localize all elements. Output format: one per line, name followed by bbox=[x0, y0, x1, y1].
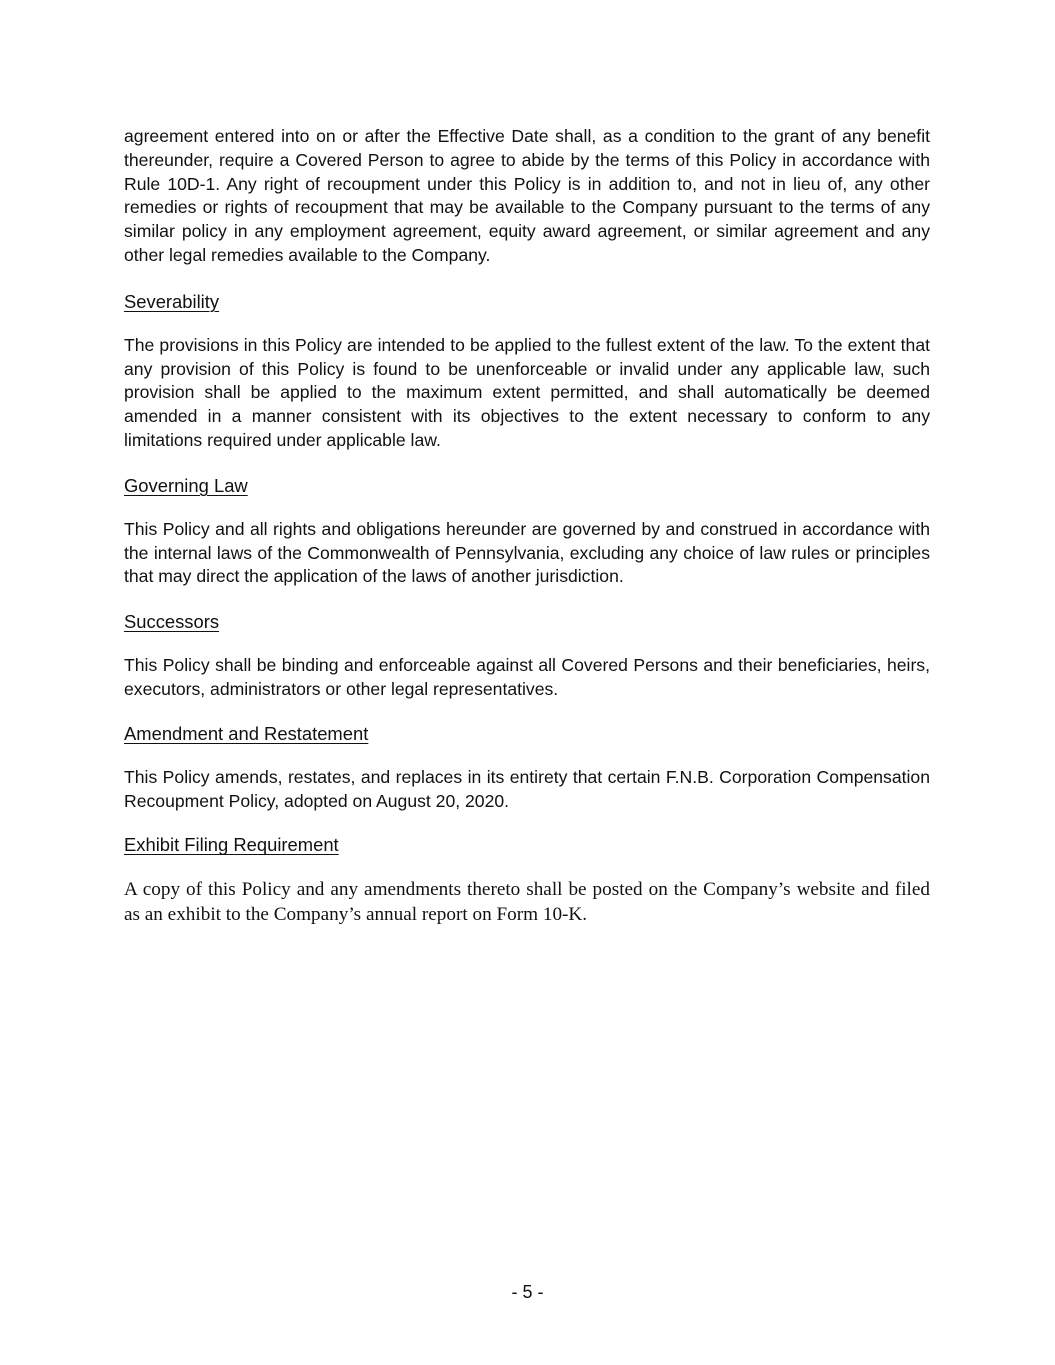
paragraph-recoupment-continuation: agreement entered into on or after the Effective Date shall, as a condition to the grant of any benefit thereunder, require a Covered Person to agree to abide by the terms of this Policy in accordance with Rule 10D-1. Any right of recoupment under this Policy is in addition to, and not in lieu of, any other remedies or rights of recoupment that may be available to the Company pursuant to the terms of any similar policy in any employment agreement, equity award agreement, or similar agreement and any other legal remedies available to the Company. bbox=[124, 126, 930, 265]
page-number: - 5 - bbox=[511, 1282, 544, 1302]
heading-governing-law: Governing Law bbox=[124, 474, 248, 496]
heading-successors: Successors bbox=[124, 611, 220, 633]
paragraph-exhibit-filing: A copy of this Policy and any amendments thereto shall be posted on the Company’s website and filed as an exhibit to the Company’s annual report on Form 10-K. bbox=[124, 879, 930, 925]
paragraph-severability: The provisions in this Policy are intended to be applied to the fullest extent of the law. To the extent that any provision of this Policy is found to be unenforceable or invalid under any applicable law, such provision shall be applied to the maximum extent permitted, and shall automatically be deemed amended in a manner consistent with its objectives to the extent necessary to conform to any limitations required under applicable law. bbox=[124, 334, 930, 450]
section-successors bbox=[124, 610, 930, 634]
section-exhibit-filing bbox=[124, 833, 930, 857]
document-page bbox=[124, 125, 930, 927]
section-governing-law bbox=[124, 474, 930, 498]
section-amendment bbox=[124, 722, 930, 746]
heading-exhibit-filing: Exhibit Filing Requirement bbox=[124, 834, 339, 856]
heading-amendment-restatement: Amendment and Restatement bbox=[124, 722, 369, 744]
section-severability bbox=[124, 290, 930, 314]
paragraph-successors: This Policy shall be binding and enforceable against all Covered Persons and their beneficiaries, heirs, executors, administrators or other legal representatives. bbox=[124, 655, 930, 699]
paragraph-amendment-restatement: This Policy amends, restates, and replaces in its entirety that certain F.N.B. Corporation Compensation Recoupment Policy, adopted on August 20, 2020. bbox=[124, 766, 930, 811]
paragraph-governing-law: This Policy and all rights and obligations hereunder are governed by and construed in accordance with the internal laws of the Commonwealth of Pennsylvania, excluding any choice of law rules or principles that may direct the application of the laws of another jurisdiction. bbox=[124, 518, 930, 587]
heading-severability: Severability bbox=[124, 290, 220, 312]
